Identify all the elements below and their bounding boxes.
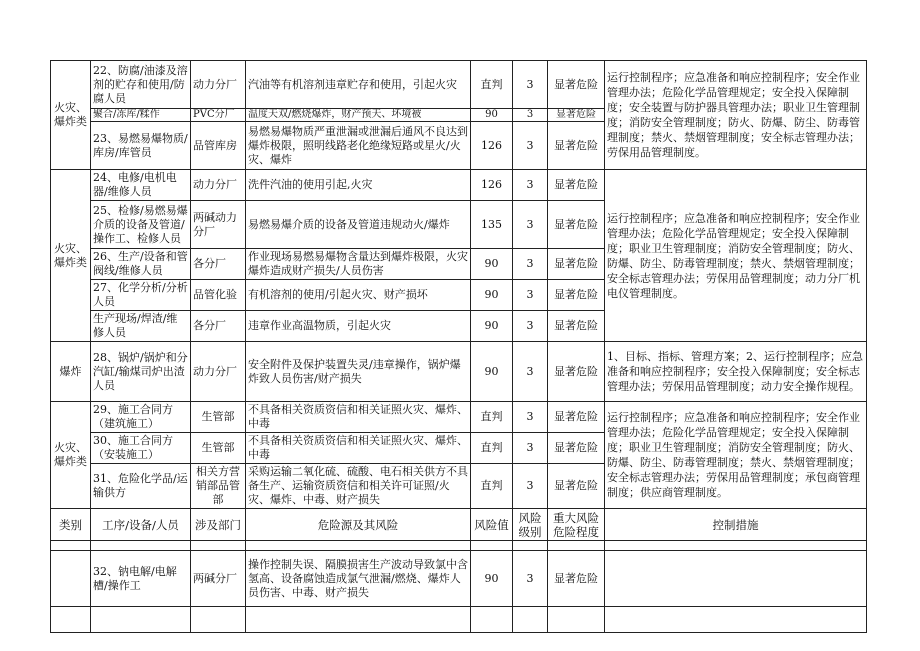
header-risk-value: 风险值 xyxy=(471,509,513,541)
operation-cell: 25、检修/易燃易爆介质的设备及管道/操作工、检修人员 xyxy=(91,201,191,249)
control-measures-cell xyxy=(605,551,867,607)
risk-table xyxy=(50,60,867,633)
control-measures-cell: 运行控制程序；应急准备和响应控制程序；安全作业管理办法；危险化学品管理规定；安全投入保障制度；安全装置与防护器具管理办法；职业卫生管理制度；消防安全管理制度；防火、防爆、防尘、防毒管理制度；禁火、禁烟管理制度；安全标志管理办法；劳保用品管理制度。 xyxy=(605,61,867,170)
risk-cell: 有机溶剂的使用/引起火灾、财产损坏 xyxy=(246,280,471,311)
header-risk-level: 风险级别 xyxy=(513,509,548,541)
risk-value-cell: 126 xyxy=(471,122,513,170)
risk-cell: 温度天双/燃烧爆炸，财产预天、坏境被 xyxy=(246,109,471,122)
risk-value-cell: 直判 xyxy=(471,61,513,109)
table-row xyxy=(51,342,867,402)
risk-value-cell: 90 xyxy=(471,311,513,342)
risk-value-cell: 90 xyxy=(471,109,513,122)
header-control-measures: 控制措施 xyxy=(605,509,867,541)
risk-level-cell: 3 xyxy=(513,311,548,342)
header-department: 涉及部门 xyxy=(191,509,246,541)
operation-cell: 30、施工合同方（安装施工） xyxy=(91,433,191,464)
risk-cell: 违章作业高温物质，引起火灾 xyxy=(246,311,471,342)
department-cell: 两碱分厂 xyxy=(191,551,246,607)
department-cell: 动力分厂 xyxy=(191,170,246,201)
category-cell: 爆炸 xyxy=(51,342,91,402)
operation-cell: 31、危险化学品/运输供方 xyxy=(91,464,191,509)
category-cell: 火灾、爆炸类 xyxy=(51,402,91,509)
risk-level-cell: 3 xyxy=(513,342,548,402)
department-cell: 各分厂 xyxy=(191,249,246,280)
risk-value-cell: 直判 xyxy=(471,433,513,464)
department-cell: PVC分厂 xyxy=(191,109,246,122)
risk-cell: 汽油等有机溶剂违章贮存和使用，引起火灾 xyxy=(246,61,471,109)
control-measures-cell: 运行控制程序；应急准备和响应控制程序；安全作业管理办法；危险化学品管理规定；安全投入保障制度；职业卫生管理制度；消防安全管理制度；防火、防爆、防尘、防毒管理制度；禁火、禁烟管理制度；安全标志管理办法；劳保用品管理制度；动力分厂机电仪管理制度。 xyxy=(605,170,867,342)
risk-cell: 不具备相关资质资信和相关证照火灾、爆炸、中毒 xyxy=(246,402,471,433)
department-cell: 品管库房 xyxy=(191,122,246,170)
risk-level-cell: 3 xyxy=(513,122,548,170)
risk-level-cell: 3 xyxy=(513,280,548,311)
table-row xyxy=(51,402,867,433)
risk-value-cell: 直判 xyxy=(471,464,513,509)
danger-degree-cell: 显著危险 xyxy=(548,433,605,464)
risk-value-cell: 90 xyxy=(471,249,513,280)
header-risk: 危险源及其风险 xyxy=(246,509,471,541)
risk-level-cell: 3 xyxy=(513,551,548,607)
danger-degree-cell: 显著危险 xyxy=(548,201,605,249)
danger-degree-cell: 显著危险 xyxy=(548,551,605,607)
risk-assessment-table-page xyxy=(50,60,866,633)
operation-cell: 26、生产/设备和管阀线/维修人员 xyxy=(91,249,191,280)
department-cell: 各分厂 xyxy=(191,311,246,342)
header-category: 类别 xyxy=(51,509,91,541)
department-cell: 两碱动力分厂 xyxy=(191,201,246,249)
category-cell xyxy=(51,551,91,607)
department-cell: 动力分厂 xyxy=(191,342,246,402)
risk-value-cell: 126 xyxy=(471,170,513,201)
spacer-row xyxy=(51,541,867,551)
department-cell: 生管部 xyxy=(191,433,246,464)
operation-cell: 28、锅炉/锅炉和分汽缸/输煤司炉出渣人员 xyxy=(91,342,191,402)
danger-degree-cell: 显著危险 xyxy=(548,249,605,280)
risk-level-cell: 3 xyxy=(513,402,548,433)
operation-cell: 29、施工合同方（建筑施工） xyxy=(91,402,191,433)
risk-cell: 作业现场易燃易爆物含量达到爆炸极限，火灾爆炸造成财产损失/人员伤害 xyxy=(246,249,471,280)
table-row xyxy=(51,170,867,201)
control-measures-cell: 运行控制程序；应急准备和响应控制程序；安全作业管理办法；危险化学品管理规定；安全投入保障制度；职业卫生管理制度；消防安全管理制度；防火、防爆、防尘、防毒管理制度；禁火、禁烟管理制度；安全标志管理办法；劳保用品管理制度；承包商管理制度；供应商管理制度。 xyxy=(605,402,867,509)
risk-value-cell: 135 xyxy=(471,201,513,249)
risk-level-cell: 3 xyxy=(513,249,548,280)
risk-value-cell: 90 xyxy=(471,280,513,311)
risk-cell: 易燃易爆介质的设备及管道违规动火/爆炸 xyxy=(246,201,471,249)
danger-degree-cell: 显著危险 xyxy=(548,170,605,201)
risk-value-cell: 直判 xyxy=(471,402,513,433)
header-operation: 工序/设备/人员 xyxy=(91,509,191,541)
operation-cell: 生产现场/焊渣/维修人员 xyxy=(91,311,191,342)
danger-degree-cell: 显著危险 xyxy=(548,122,605,170)
danger-degree-cell: 显著危险 xyxy=(548,342,605,402)
category-cell: 火灾、爆炸类 xyxy=(51,170,91,342)
header-danger-degree: 重大风险危险程度 xyxy=(548,509,605,541)
operation-cell: 22、防腐/油漆及溶剂的贮存和使用/防腐人员 xyxy=(91,61,191,109)
risk-cell: 不具备相关资质资信和相关证照火灾、爆炸、中毒 xyxy=(246,433,471,464)
table-row xyxy=(51,61,867,109)
department-cell: 品管化验 xyxy=(191,280,246,311)
department-cell: 动力分厂 xyxy=(191,61,246,109)
risk-level-cell: 3 xyxy=(513,464,548,509)
control-measures-cell: 1、目标、指标、管理方案；2、运行控制程序；应急准备和响应控制程序；安全投入保障制度；安全标志管理办法；劳保用品管理制度；动力安全操作规程。 xyxy=(605,342,867,402)
category-cell: 火灾、爆炸类 xyxy=(51,61,91,170)
risk-cell: 采购运输二氧化硫、硫酸、电石相关供方不具备生产、运输资质资信和相关许可证照/火灾、爆炸、中毒、财产损失 xyxy=(246,464,471,509)
operation-cell: 聚合/冻库/糅作 xyxy=(91,109,191,122)
table-header-row xyxy=(51,509,867,541)
operation-cell: 27、化学分析/分析人员 xyxy=(91,280,191,311)
risk-value-cell: 90 xyxy=(471,342,513,402)
danger-degree-cell: 显著危险 xyxy=(548,109,605,122)
risk-level-cell: 3 xyxy=(513,170,548,201)
operation-cell: 32、钠电解/电解槽/操作工 xyxy=(91,551,191,607)
danger-degree-cell: 显著危险 xyxy=(548,61,605,109)
operation-cell: 24、电修/电机电器/维修人员 xyxy=(91,170,191,201)
risk-level-cell: 3 xyxy=(513,433,548,464)
table-row xyxy=(51,551,867,607)
risk-level-cell: 3 xyxy=(513,109,548,122)
danger-degree-cell: 显著危险 xyxy=(548,280,605,311)
danger-degree-cell: 显著危险 xyxy=(548,311,605,342)
operation-cell: 23、易燃易爆物质/库房/库管员 xyxy=(91,122,191,170)
risk-cell: 易燃易爆物质严重泄漏或泄漏后通风不良达到爆炸极限，照明线路老化绝缘短路或星火/火灾、爆炸 xyxy=(246,122,471,170)
risk-cell: 操作控制失误、隔膜损害生产波动导致氯中含氢高、设备腐蚀造成氯气泄漏/燃烧、爆炸人员伤害、中毒、财产损失 xyxy=(246,551,471,607)
danger-degree-cell: 显著危险 xyxy=(548,464,605,509)
department-cell: 生管部 xyxy=(191,402,246,433)
risk-cell: 安全附件及保护装置失灵/违章操作，锅炉爆炸致人员伤害/财产损失 xyxy=(246,342,471,402)
risk-level-cell: 3 xyxy=(513,201,548,249)
danger-degree-cell: 显著危险 xyxy=(548,402,605,433)
risk-level-cell: 3 xyxy=(513,61,548,109)
spacer-row xyxy=(51,607,867,633)
risk-cell: 洗件汽油的使用引起,火灾 xyxy=(246,170,471,201)
risk-value-cell: 90 xyxy=(471,551,513,607)
department-cell: 相关方营销部品管部 xyxy=(191,464,246,509)
